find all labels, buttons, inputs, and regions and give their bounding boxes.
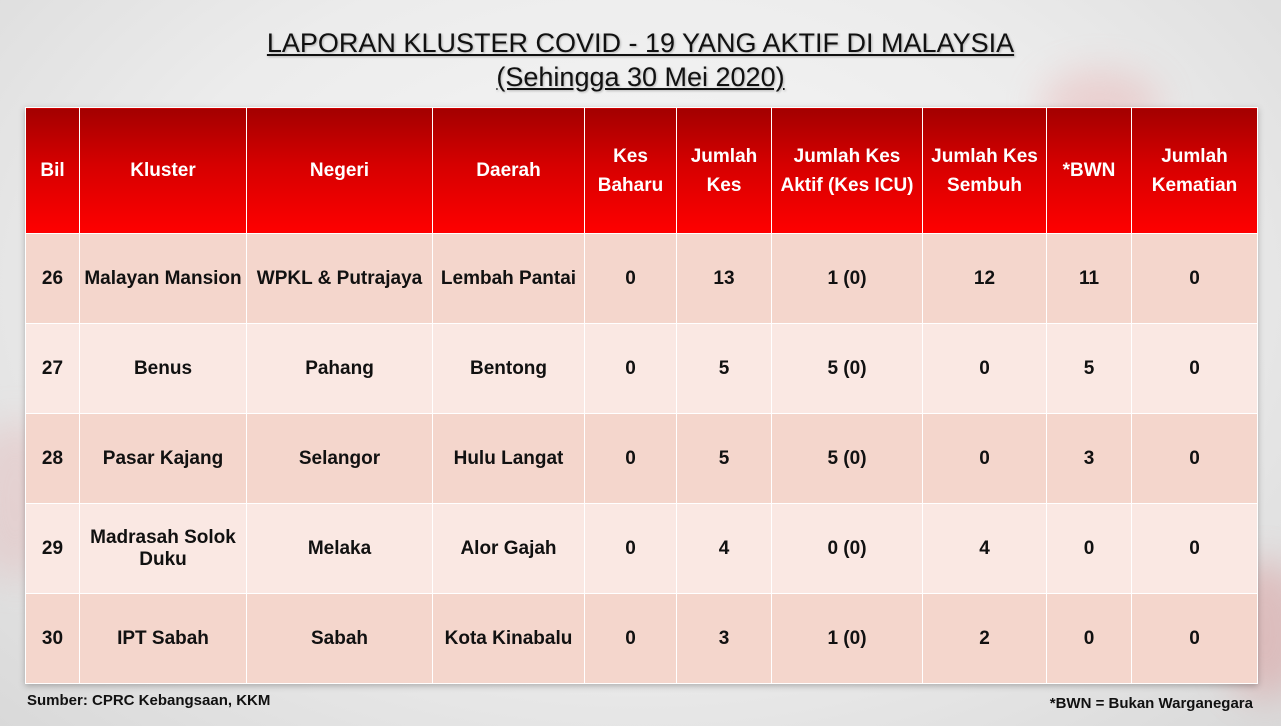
cell-bwn: 5 — [1047, 324, 1132, 414]
cell-kes-baharu: 0 — [585, 504, 677, 594]
cell-jumlah-kes-sembuh: 2 — [923, 594, 1047, 684]
cell-bil: 28 — [26, 414, 80, 504]
col-header-bil: Bil — [26, 108, 80, 234]
cell-jumlah-kematian: 0 — [1132, 234, 1258, 324]
cell-bil: 30 — [26, 594, 80, 684]
col-header-kluster: Kluster — [80, 108, 247, 234]
cell-kes-baharu: 0 — [585, 234, 677, 324]
table-row — [26, 594, 1258, 684]
bwn-footnote: *BWN = Bukan Warganegara — [1049, 695, 1253, 712]
cell-jumlah-kes: 3 — [677, 594, 772, 684]
table-header-row — [26, 108, 1258, 234]
cell-jumlah-kes: 5 — [677, 414, 772, 504]
col-header-daerah: Daerah — [433, 108, 585, 234]
cell-daerah: Alor Gajah — [433, 504, 585, 594]
cell-kluster: Benus — [80, 324, 247, 414]
cell-kes-baharu: 0 — [585, 324, 677, 414]
cell-jumlah-kematian: 0 — [1132, 324, 1258, 414]
table-row — [26, 504, 1258, 594]
cell-kes-baharu: 0 — [585, 594, 677, 684]
cell-jumlah-kematian: 0 — [1132, 594, 1258, 684]
cell-daerah: Lembah Pantai — [433, 234, 585, 324]
cell-kluster: IPT Sabah — [80, 594, 247, 684]
cell-daerah: Hulu Langat — [433, 414, 585, 504]
col-header-jumlah-kes-sembuh: Jumlah Kes Sembuh — [923, 108, 1047, 234]
cell-bwn: 0 — [1047, 594, 1132, 684]
cell-jumlah-kematian: 0 — [1132, 504, 1258, 594]
cell-negeri: Melaka — [247, 504, 433, 594]
cell-jumlah-kes-aktif: 5 (0) — [772, 414, 923, 504]
cell-kes-baharu: 0 — [585, 414, 677, 504]
col-header-kes-baharu: Kes Baharu — [585, 108, 677, 234]
cell-jumlah-kes-sembuh: 0 — [923, 324, 1047, 414]
cell-bil: 27 — [26, 324, 80, 414]
cell-jumlah-kes: 4 — [677, 504, 772, 594]
cell-bwn: 3 — [1047, 414, 1132, 504]
col-header-jumlah-kematian: Jumlah Kematian — [1132, 108, 1258, 234]
cell-bil: 29 — [26, 504, 80, 594]
source-note: Sumber: CPRC Kebangsaan, KKM — [27, 692, 271, 709]
cell-bwn: 0 — [1047, 504, 1132, 594]
cluster-table — [25, 107, 1258, 684]
report-date-subtitle: (Sehingga 30 Mei 2020) — [496, 62, 785, 92]
cell-jumlah-kes-sembuh: 4 — [923, 504, 1047, 594]
cell-jumlah-kes: 13 — [677, 234, 772, 324]
cell-daerah: Kota Kinabalu — [433, 594, 585, 684]
cell-jumlah-kes-aktif: 1 (0) — [772, 594, 923, 684]
cell-negeri: WPKL & Putrajaya — [247, 234, 433, 324]
col-header-jumlah-kes-aktif: Jumlah Kes Aktif (Kes ICU) — [772, 108, 923, 234]
cell-jumlah-kes-sembuh: 0 — [923, 414, 1047, 504]
table-row — [26, 414, 1258, 504]
cell-daerah: Bentong — [433, 324, 585, 414]
cell-jumlah-kes-sembuh: 12 — [923, 234, 1047, 324]
cell-jumlah-kes: 5 — [677, 324, 772, 414]
cell-kluster: Madrasah Solok Duku — [80, 504, 247, 594]
cell-kluster: Pasar Kajang — [80, 414, 247, 504]
table-row — [26, 324, 1258, 414]
cell-jumlah-kematian: 0 — [1132, 414, 1258, 504]
cell-kluster: Malayan Mansion — [80, 234, 247, 324]
cell-bwn: 11 — [1047, 234, 1132, 324]
cell-jumlah-kes-aktif: 1 (0) — [772, 234, 923, 324]
report-title: LAPORAN KLUSTER COVID - 19 YANG AKTIF DI MALAYSIA — [266, 28, 1015, 58]
cell-negeri: Selangor — [247, 414, 433, 504]
cell-negeri: Pahang — [247, 324, 433, 414]
col-header-negeri: Negeri — [247, 108, 433, 234]
cell-jumlah-kes-aktif: 0 (0) — [772, 504, 923, 594]
col-header-jumlah-kes: Jumlah Kes — [677, 108, 772, 234]
table-row — [26, 234, 1258, 324]
cell-jumlah-kes-aktif: 5 (0) — [772, 324, 923, 414]
cell-bil: 26 — [26, 234, 80, 324]
cell-negeri: Sabah — [247, 594, 433, 684]
col-header-bwn: *BWN — [1047, 108, 1132, 234]
